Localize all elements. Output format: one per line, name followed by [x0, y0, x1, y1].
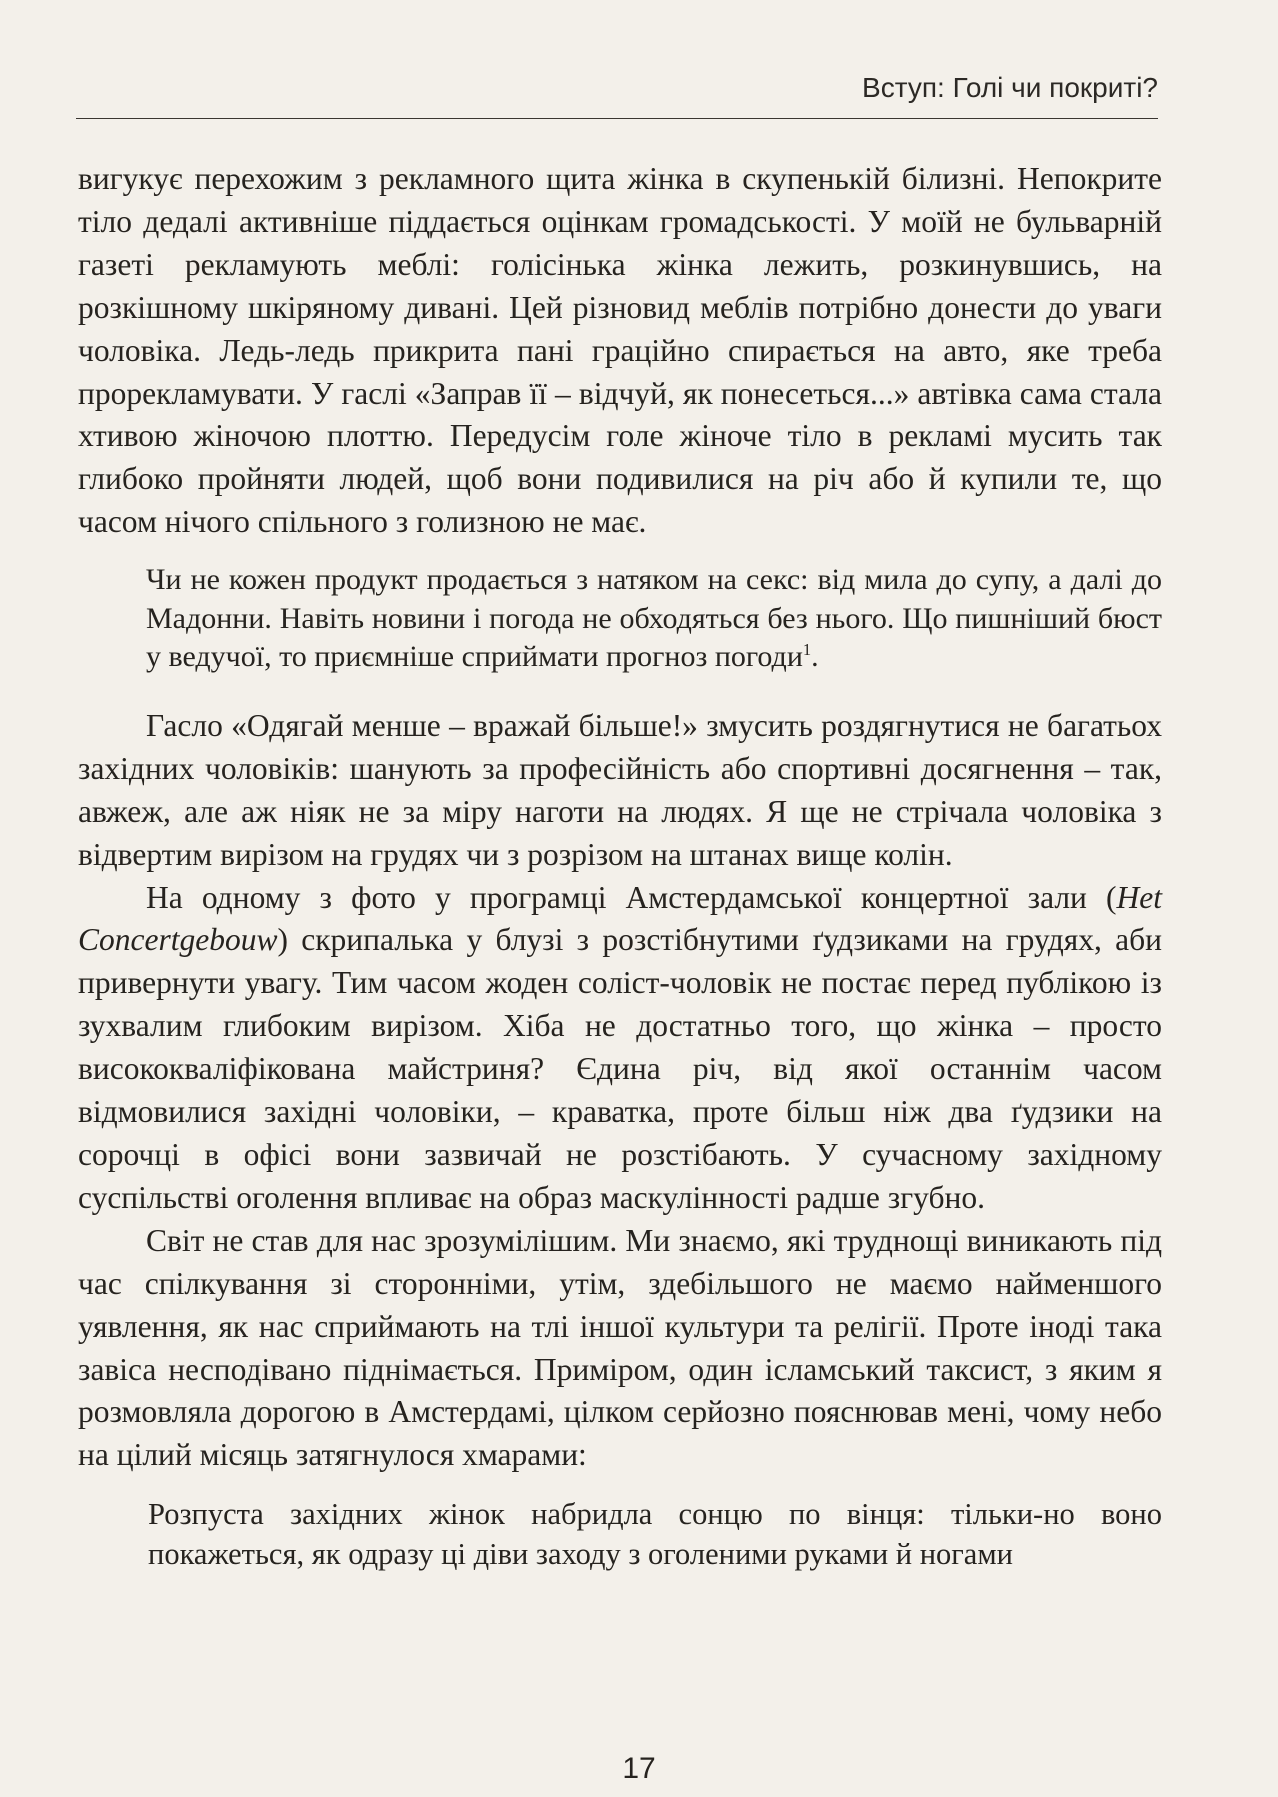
paragraph-2: Гасло «Одягай менше – вражай більше!» змусить роздягнутися не багатьох західних чоловіків: шанують за професійність або спортивні досягнення – так, авжеж, але аж ніяк не за міру наготи на людях. Я ще не стрічала чоловіка з відвертим вирізом на грудях чи з розрізом на штанах вище колін. [78, 707, 1162, 872]
block-quote-2: Розпуста західних жінок набридла сонцю по вінця: тільки-но воно покажеться, як одразу ці діви заходу з оголеними руками й ногами [148, 1497, 1162, 1572]
block-quote-1: Чи не кожен продукт продається з натяком на секс: від мила до супу, а далі до Мадонни. Навіть новини і погода не обходяться без нього. Що пишніший бюст у ведучої, то приємніше сприймати прогноз погоди$^1$. [146, 563, 1162, 674]
concert-hall-name: Het Concertgebouw [78, 879, 1162, 958]
page-number: 17 [622, 1752, 656, 1785]
paragraph-1: вигукує перехожим з рекламного щита жінка в скупенькій білизні. Непокрите тіло дедалі активніше піддається оцінкам громадськості. У моїй не бульварній газеті рекламують меблі: голісінька жінка лежить, розкинувшись, на розкішному шкіряному дивані. Цей різновид меблів потрібно донести до уваги чоловіка. Ледь-ледь прикрита пані граційно спирається на авто, яке треба прорекламувати. У гаслі «Заправ її – відчуй, як понесеться...» автівка сама стала хтивою жіночою плоттю. Передусім голе жіноче тіло в рекламі мусить так глибоко пройняти людей, щоб вони подивилися на річ або й купили те, що часом нічого спільного з голизною не має. [78, 161, 1162, 540]
paragraph-3-start: На одному з фото у програмці Амстердамської концертної зали ( [146, 879, 1117, 915]
body-text [78, 158, 1162, 1574]
header-rule [76, 118, 1158, 119]
footnote-marker: 1 [802, 640, 812, 660]
paragraph-3 [78, 877, 1162, 1220]
block-quote-1-text: Чи не кожен продукт продається з натяком на секс: від мила до супу, а далі до Мадонни. Навіть новини і погода не обходяться без нього. Що пишніший бюст у ведучої, то приємніше сприймати прогноз погоди [146, 563, 1162, 674]
paragraph-4: Світ не став для нас зрозумілішим. Ми знаємо, які труднощі виникають під час спілкування зі сторонніми, утім, здебільшого не маємо найменшого уявлення, як нас сприймають на тлі іншої культури та релігії. Проте іноді така завіса несподівано піднімається. Приміром, один ісламський таксист, з яким я розмовляла дорогою в Амстердамі, цілком серйозно пояснював мені, чому небо на цілий місяць затягнулося хмарами: [78, 1222, 1162, 1473]
running-title: Вступ: Голі чи покриті? [862, 72, 1158, 103]
paragraph-3-rest: ) скрипалька у блузі з розстібнутими ґудзиками на грудях, аби привернути увагу. Тим часом жоден соліст-чоловік не постає перед публікою із зухвалим глибоким вирізом. Хіба не достатньо того, що жінка – просто висококваліфікована майстриня? Єдина річ, від якої останнім часом відмовилися західні чоловіки, – краватка, проте більш ніж два ґудзики на сорочці в офісі вони зазвичай не розстібають. У сучасному західному суспільстві оголення впливає на образ маскулінності радше згубно. [78, 922, 1162, 1215]
